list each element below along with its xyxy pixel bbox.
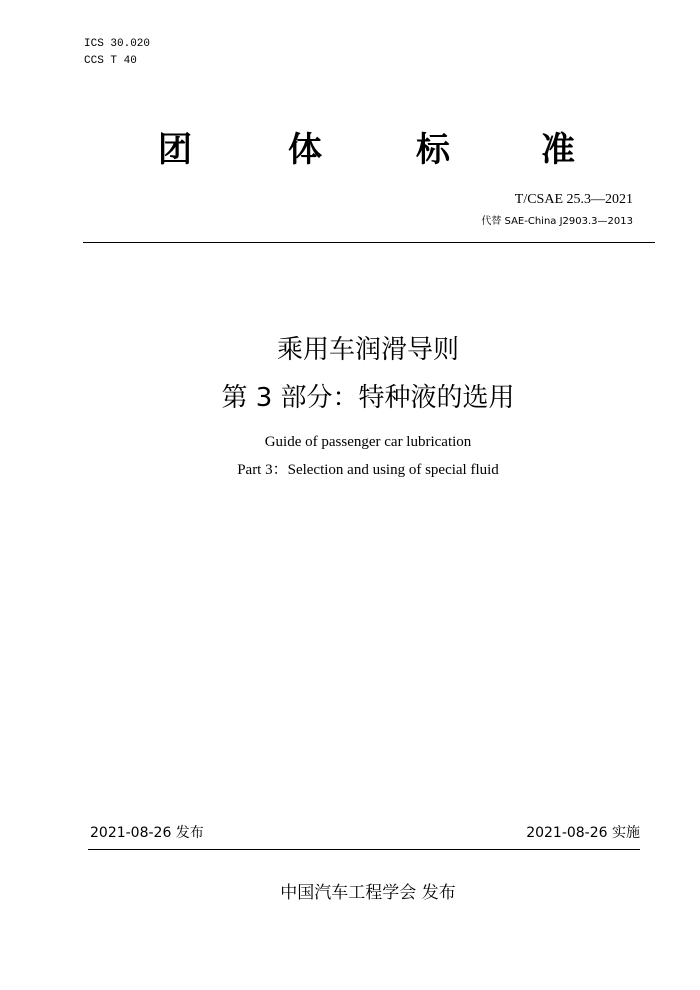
standard-number: T/CSAE 25.3—2021 <box>514 192 633 207</box>
implement-date: 2021-08-26 实施 <box>526 825 640 841</box>
doc-type-char: 标 <box>416 130 450 170</box>
title-zh-line1: 乘用车润滑导则 <box>276 335 459 365</box>
publish-date: 2021-08-26 发布 <box>90 825 204 841</box>
doc-type-char: 体 <box>288 130 322 170</box>
doc-type-char: 团 <box>158 130 192 170</box>
title-en-line1: Guide of passenger car lubrication <box>264 434 472 450</box>
replaces-standard: 代替 SAE-China J2903.3—2013 <box>481 216 633 227</box>
publisher: 中国汽车工程学会 发布 <box>280 883 456 903</box>
footer-divider <box>88 849 640 850</box>
title-zh-line2: 第 3 部分：特种液的选用 <box>221 383 515 413</box>
title-en-line2: Part 3：Selection and using of special fluid <box>237 462 499 478</box>
doc-type-char: 准 <box>541 130 575 170</box>
header-divider <box>83 242 655 243</box>
ics-code: ICS 30.020 <box>84 38 151 50</box>
ccs-code: CCS T 40 <box>84 55 137 67</box>
